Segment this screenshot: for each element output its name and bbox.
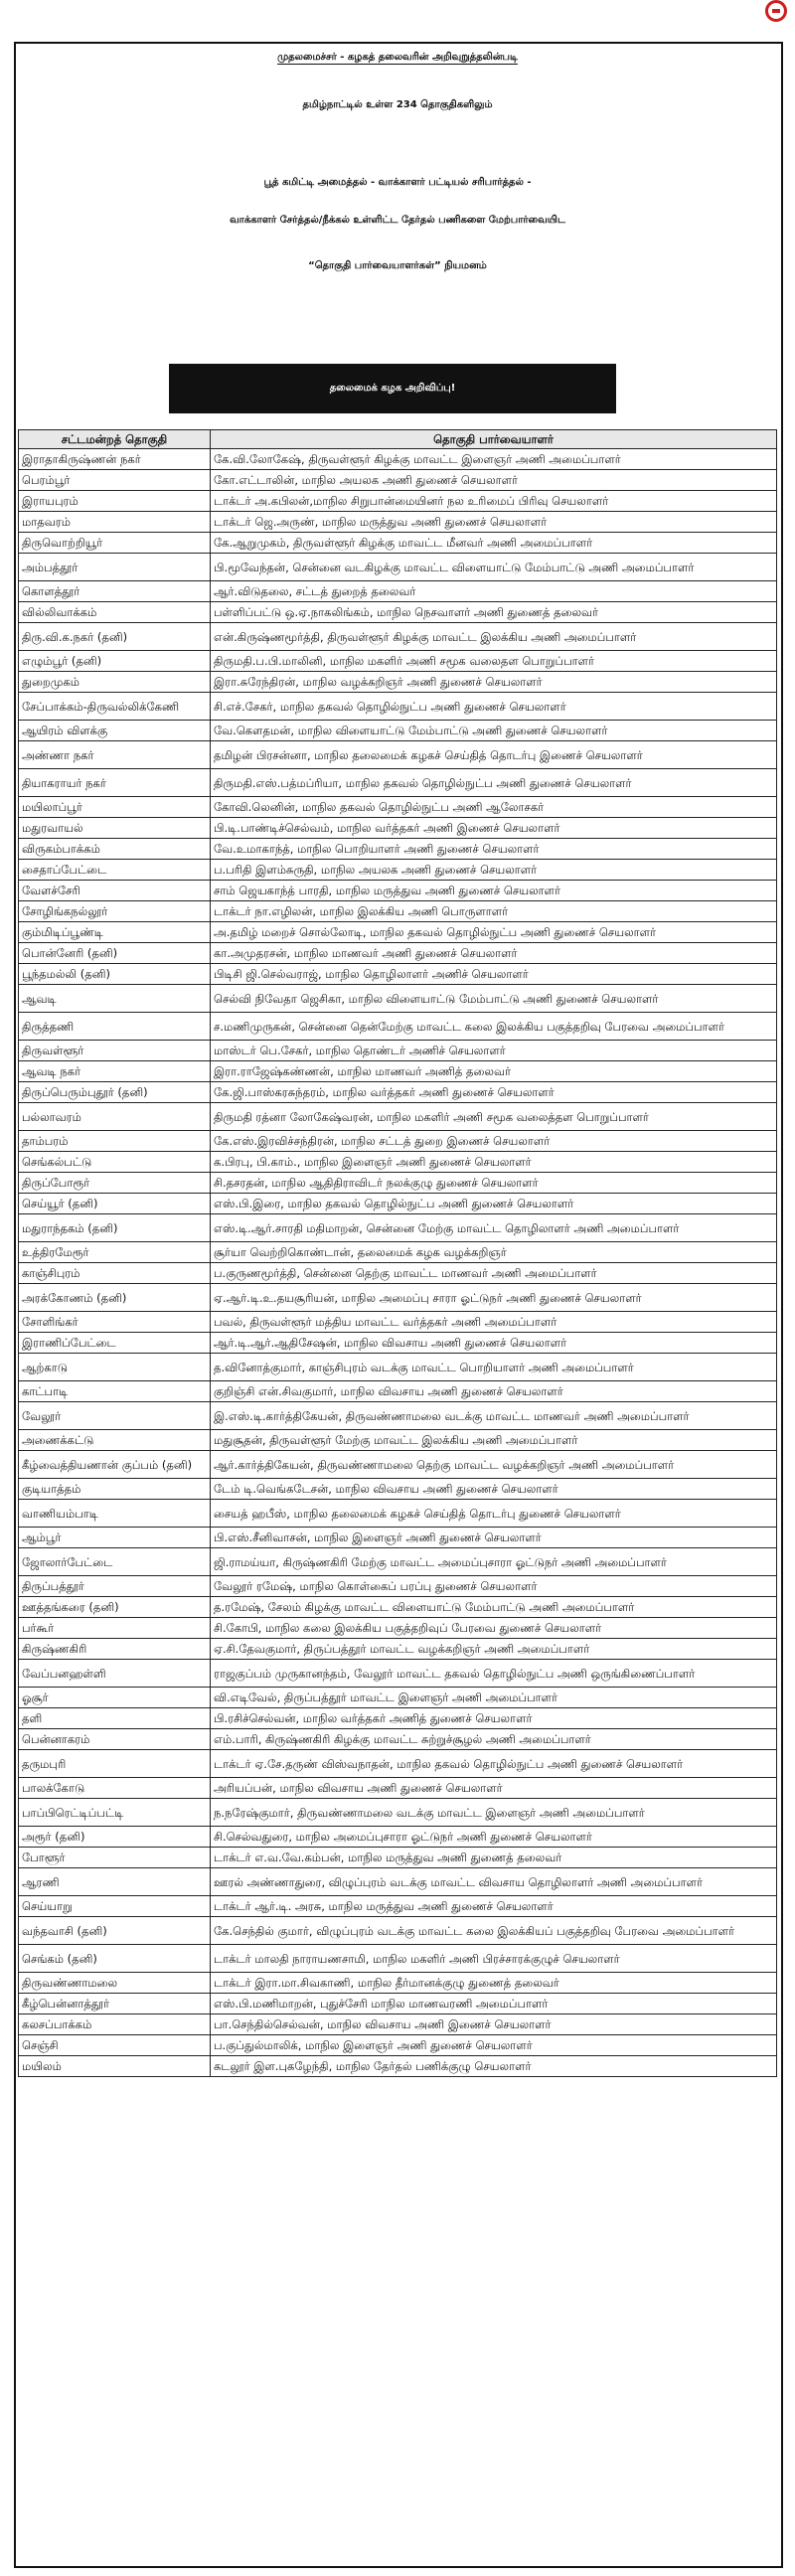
observer-cell: கோவி.லெனின், மாநில தகவல் தொழில்நுட்ப அணி ஆலோசகர்: [211, 797, 777, 818]
constituency-cell: பெரம்பூர்: [19, 470, 211, 491]
table-row: [19, 1194, 777, 1214]
constituency-cell: ஓசூர்: [19, 1688, 211, 1708]
table-row: [19, 1917, 777, 1945]
header-line-5: “தொகுதி பார்வையாளர்கள்” நியமனம்: [308, 260, 487, 271]
table-row: [19, 470, 777, 491]
observer-cell: ஏ.சி.தேவகுமார், திருப்பத்தூர் மாவட்ட வழக்கறிஞர் அணி அமைப்பாளர்: [211, 1639, 777, 1660]
observer-cell: இ.எஸ்.டி.கார்த்திகேயன், திருவண்ணாமலை வடக்கு மாவட்ட மாணவர் அணி அமைப்பாளர்: [211, 1402, 777, 1430]
table-row: [19, 1994, 777, 2014]
observer-cell: டாக்டர் ஆர்.டி. அரசு, மாநில மருத்துவ அணி துணைச் செயலாளர்: [211, 1896, 777, 1917]
constituency-cell: கொளத்தூர்: [19, 581, 211, 602]
constituency-cell: பல்லாவரம்: [19, 1103, 211, 1131]
table-row: [19, 860, 777, 881]
observer-cell: திருமதி ரத்னா லோகேஷ்வரன், மாநில மகளிர் அணி சமூக வலைத்தள பொறுப்பாளர்: [211, 1103, 777, 1131]
table-row: [19, 818, 777, 839]
table-row: [19, 1061, 777, 1082]
constituency-cell: குடியாத்தம்: [19, 1479, 211, 1500]
constituency-cell: ஜோலார்பேட்டை: [19, 1548, 211, 1576]
observer-cell: டாக்டர் நா.எழிலன், மாநில இலக்கிய அணி பொருளாளர்: [211, 901, 777, 922]
observer-cell: டாக்டர் எ.வ.வே.கம்பன், மாநில மருத்துவ அணி துணைத் தலைவர்: [211, 1848, 777, 1868]
constituency-cell: மதுரவாயல்: [19, 818, 211, 839]
observer-cell: குறிஞ்சி என்.சிவகுமார், மாநில விவசாய அணி துணைச் செயலாளர்: [211, 1381, 777, 1402]
announcement-banner: தலைமைக் கழக அறிவிப்பு!: [169, 364, 616, 413]
observer-cell: ஜி.ராமய்யா, கிருஷ்ணகிரி மேற்கு மாவட்ட அமைப்புசாரா ஓட்டுநர் அணி அமைப்பாளர்: [211, 1548, 777, 1576]
observer-cell: டேம் டி.வெங்கடேசன், மாநில விவசாய அணி துணைச் செயலாளர்: [211, 1479, 777, 1500]
table-row: [19, 1013, 777, 1041]
constituency-cell: உத்திரமேரூர்: [19, 1242, 211, 1263]
table-row: [19, 964, 777, 985]
table-row: [19, 1312, 777, 1333]
observer-cell: ப.பரிதி இளம்சுருதி, மாநில அயலக அணி துணைச் செயலாளர்: [211, 860, 777, 881]
constituency-cell: சேப்பாக்கம்-திருவல்லிக்கேணி: [19, 693, 211, 721]
constituency-cell: அண்ணா நகர்: [19, 741, 211, 769]
observer-cell: என்.கிருஷ்ணமூர்த்தி, திருவள்ளூர் கிழக்கு மாவட்ட இலக்கிய அணி அமைப்பாளர்: [211, 623, 777, 651]
constituency-cell: மாதவரம்: [19, 512, 211, 533]
observer-cell: கடலூர் இள.புகழேந்தி, மாநில தேர்தல் பணிக்குழு செயலாளர்: [211, 2056, 777, 2077]
constituency-cell: செங்கல்பட்டு: [19, 1152, 211, 1173]
table-row: [19, 1708, 777, 1729]
header-line-1: முதலமைச்சர் - கழகத் தலைவரின் அறிவுறுத்தலின்படி: [277, 52, 518, 63]
table-row: [19, 1242, 777, 1263]
table-row: [19, 1868, 777, 1896]
table-row: [19, 1082, 777, 1103]
constituency-cell: திருப்பெரும்புதூர் (தனி): [19, 1082, 211, 1103]
observer-cell: எஸ்.பி.மணிமாறன், புதுச்சேரி மாநில மாணவரணி அமைப்பாளர்: [211, 1994, 777, 2014]
table-row: [19, 985, 777, 1013]
constituency-cell: ஊத்தங்கரை (தனி): [19, 1597, 211, 1618]
observer-cell: ஊரல் அண்ணாதுரை, விழுப்புரம் வடக்கு மாவட்ட விவசாய தொழிலாளர் அணி அமைப்பாளர்: [211, 1868, 777, 1896]
table-row: [19, 1548, 777, 1576]
constituency-cell: திருவண்ணாமலை: [19, 1973, 211, 1994]
table-row: [19, 651, 777, 672]
constituency-cell: கீழ்பென்னாத்தூர்: [19, 1994, 211, 2014]
table-row: [19, 1639, 777, 1660]
table-row: [19, 1173, 777, 1194]
constituency-cell: திருப்போரூர்: [19, 1173, 211, 1194]
table-row: [19, 1618, 777, 1639]
table-row: [19, 1576, 777, 1597]
observer-cell: எஸ்.பி.இரை, மாநில தகவல் தொழில்நுட்ப அணி துணைச் செயலாளர்: [211, 1194, 777, 1214]
constituency-cell: தாம்பரம்: [19, 1131, 211, 1152]
observer-cell: கே.ஜி.பாஸ்கரசுந்தரம், மாநில வர்த்தகர் அணி துணைச் செயலாளர்: [211, 1082, 777, 1103]
constituency-cell: தருமபுரி: [19, 1750, 211, 1778]
observer-cell: பி.மூவேந்தன், சென்னை வடகிழக்கு மாவட்ட விளையாட்டு மேம்பாட்டு அணி அமைப்பாளர்: [211, 554, 777, 581]
party-logo-icon: [765, 0, 787, 22]
constituency-cell: ஆவடி நகர்: [19, 1061, 211, 1082]
observer-cell: பி.டி.பாண்டிச்செல்வம், மாநில வர்த்தகர் அணி இணைச் செயலாளர்: [211, 818, 777, 839]
table-row: [19, 1500, 777, 1528]
observer-cell: வே.உமாகாந்த், மாநில பொறியாளர் அணி துணைச் செயலாளர்: [211, 839, 777, 860]
observer-cell: எம்.பாரி, கிருஷ்ணகிரி கிழக்கு மாவட்ட சுற்றுச்சூழல் அணி அமைப்பாளர்: [211, 1729, 777, 1750]
table-row: [19, 512, 777, 533]
constituency-cell: இராணிப்பேட்டை: [19, 1333, 211, 1354]
table-row: [19, 1729, 777, 1750]
constituency-cell: பொன்னேரி (தனி): [19, 943, 211, 964]
constituency-cell: வேளச்சேரி: [19, 881, 211, 901]
observer-cell: த.ரமேஷ், சேலம் கிழக்கு மாவட்ட விளையாட்டு மேம்பாட்டு அணி அமைப்பாளர்: [211, 1597, 777, 1618]
table-row: [19, 1214, 777, 1242]
observer-cell: மதுசூதன், திருவள்ளூர் மேற்கு மாவட்ட இலக்கிய அணி அமைப்பாளர்: [211, 1430, 777, 1451]
observer-cell: பிடிசி ஜி.செல்வராஜ், மாநில தொழிலாளர் அணிச் செயலாளர்: [211, 964, 777, 985]
observer-cell: சி.எச்.சேகர், மாநில தகவல் தொழில்நுட்ப அணி துணைச் செயலாளர்: [211, 693, 777, 721]
constituency-cell: செய்யூர் (தனி): [19, 1194, 211, 1214]
constituency-cell: ஆவடி: [19, 985, 211, 1013]
constituency-cell: அணைக்கட்டு: [19, 1430, 211, 1451]
constituency-cell: இராயபுரம்: [19, 491, 211, 512]
table-row: [19, 943, 777, 964]
constituency-cell: வேலூர்: [19, 1402, 211, 1430]
column-header-observer: தொகுதி பார்வையாளர்: [211, 430, 777, 449]
constituency-cell: காட்பாடி: [19, 1381, 211, 1402]
observer-cell: கா.அமுதரசன், மாநில மாணவர் அணி துணைச் செயலாளர்: [211, 943, 777, 964]
observer-cell: பி.ரசிச்செல்வன், மாநில வர்த்தகர் அணித் துணைச் செயலாளர்: [211, 1708, 777, 1729]
observer-cell: சி.கோபி, மாநில கலை இலக்கிய பகுத்தறிவுப் பேரவை துணைச் செயலாளர்: [211, 1618, 777, 1639]
constituency-cell: தளி: [19, 1708, 211, 1729]
table-row: [19, 602, 777, 623]
table-row: [19, 797, 777, 818]
observer-cell: டாக்டர் ஏ.சே.தருண் விஸ்வநாதன், மாநில தகவல் தொழில்நுட்ப அணி துணைச் செயலாளர்: [211, 1750, 777, 1778]
constituency-cell: கிருஷ்ணகிரி: [19, 1639, 211, 1660]
observer-cell: சி.தசரதன், மாநில ஆதிதிராவிடர் நலக்குழு துணைச் செயலாளர்: [211, 1173, 777, 1194]
table-row: [19, 769, 777, 797]
table-row: [19, 901, 777, 922]
table-row: [19, 721, 777, 741]
constituency-cell: செஞ்சி: [19, 2035, 211, 2056]
constituency-cell: போளூர்: [19, 1848, 211, 1868]
constituency-cell: செங்கம் (தனி): [19, 1945, 211, 1973]
table-row: [19, 533, 777, 554]
constituency-cell: எழும்பூர் (தனி): [19, 651, 211, 672]
table-row: [19, 881, 777, 901]
table-row: [19, 1660, 777, 1688]
constituency-cell: சைதாப்பேட்டை: [19, 860, 211, 881]
observer-cell: க.பிரபு, பி.காம்., மாநில இளைஞர் அணி துணைச் செயலாளர்: [211, 1152, 777, 1173]
constituency-cell: பாலக்கோடு: [19, 1778, 211, 1799]
table-row: [19, 1750, 777, 1778]
table-row: [19, 1430, 777, 1451]
constituency-cell: மதுராந்தகம் (தனி): [19, 1214, 211, 1242]
observer-cell: மாஸ்டர் பெ.சேகர், மாநில தொண்டர் அணிச் செயலாளர்: [211, 1041, 777, 1061]
constituency-cell: சோழிங்கநல்லூர்: [19, 901, 211, 922]
constituency-cell: ஆரணி: [19, 1868, 211, 1896]
table-row: [19, 1152, 777, 1173]
observer-cell: த.வினோத்குமார், காஞ்சிபுரம் வடக்கு மாவட்ட பொறியாளர் அணி அமைப்பாளர்: [211, 1354, 777, 1381]
observers-table: [18, 429, 777, 2077]
table-row: [19, 581, 777, 602]
table-row: [19, 1799, 777, 1827]
table-row: [19, 1827, 777, 1848]
table-row: [19, 922, 777, 943]
header-line-3: பூத் கமிட்டி அமைத்தல் - வாக்காளர் பட்டியல் சரிபார்த்தல் -: [263, 177, 532, 188]
observer-cell: ராஜகுப்பம் முருகானந்தம், வேலூர் மாவட்ட தகவல் தொழில்நுட்ப அணி ஒருங்கிணைப்பாளர்: [211, 1660, 777, 1688]
table-row: [19, 1688, 777, 1708]
column-header-constituency: சட்டமன்றத் தொகுதி: [19, 430, 211, 449]
constituency-cell: ஆம்பூர்: [19, 1528, 211, 1548]
observer-cell: இரா.சுரேந்திரன், மாநில வழக்கறிஞர் அணி துணைச் செயலாளர்: [211, 672, 777, 693]
constituency-cell: பாப்பிரெட்டிப்பட்டி: [19, 1799, 211, 1827]
observer-cell: பள்ளிப்பட்டு ஒ.ஏ.நாகலிங்கம், மாநில நெசவாளர் அணி துணைத் தலைவர்: [211, 602, 777, 623]
constituency-cell: பென்னாகரம்: [19, 1729, 211, 1750]
observer-cell: ஏ.ஆர்.டி.உ.தயசூரியன், மாநில அமைப்பு சாரா ஓட்டுநர் அணி துணைச் செயலாளர்: [211, 1284, 777, 1312]
constituency-cell: ஆற்காடு: [19, 1354, 211, 1381]
table-row: [19, 1263, 777, 1284]
observer-cell: வே.கௌதமன், மாநில விளையாட்டு மேம்பாட்டு அணி துணைச் செயலாளர்: [211, 721, 777, 741]
observer-cell: திருமதி.எஸ்.பத்மப்ரியா, மாநில தகவல் தொழில்நுட்ப அணி துணைச் செயலாளர்: [211, 769, 777, 797]
table-row: [19, 1451, 777, 1479]
table-row: [19, 1402, 777, 1430]
observer-cell: இரா.ராஜேஷ்கண்ணன், மாநில மாணவர் அணித் தலைவர்: [211, 1061, 777, 1082]
table-row: [19, 693, 777, 721]
observer-cell: சி.செல்வதுரை, மாநில அமைப்புசாரா ஓட்டுநர் அணி துணைச் செயலாளர்: [211, 1827, 777, 1848]
top-bar: [0, 0, 795, 22]
observer-cell: பா.செந்தில்செல்வன், மாநில விவசாய அணி இணைச் செயலாளர்: [211, 2014, 777, 2035]
constituency-cell: பூந்தமல்லி (தனி): [19, 964, 211, 985]
observer-cell: சாம் ஜெயகாந்த் பாரதி, மாநில மருத்துவ அணி துணைச் செயலாளர்: [211, 881, 777, 901]
observer-cell: டாக்டர் மாலதி நாராயணசாமி, மாநில மகளிர் அணி பிரச்சாரக்குழுச் செயலாளர்: [211, 1945, 777, 1973]
observer-cell: செல்வி நிவேதா ஜெசிகா, மாநில விளையாட்டு மேம்பாட்டு அணி துணைச் செயலாளர்: [211, 985, 777, 1013]
constituency-cell: மயிலம்: [19, 2056, 211, 2077]
observer-cell: கோ.எட்டாலின், மாநில அயலக அணி துணைச் செயலாளர்: [211, 470, 777, 491]
constituency-cell: வந்தவாசி (தனி): [19, 1917, 211, 1945]
constituency-cell: கும்மிடிப்பூண்டி: [19, 922, 211, 943]
constituency-cell: திரு.வி.க.நகர் (தனி): [19, 623, 211, 651]
observer-cell: டாக்டர் ஜெ.அருண், மாநில மருத்துவ அணி துணைச் செயலாளர்: [211, 512, 777, 533]
table-row: [19, 1103, 777, 1131]
table-row: [19, 741, 777, 769]
constituency-cell: வேப்பனஹள்ளி: [19, 1660, 211, 1688]
constituency-cell: காஞ்சிபுரம்: [19, 1263, 211, 1284]
observer-cell: வேலூர் ரமேஷ், மாநில கொள்கைப் பரப்பு துணைச் செயலாளர்: [211, 1576, 777, 1597]
constituency-cell: கலசப்பாக்கம்: [19, 2014, 211, 2035]
constituency-cell: விருகம்பாக்கம்: [19, 839, 211, 860]
table-row: [19, 449, 777, 470]
constituency-cell: ஆயிரம் விளக்கு: [19, 721, 211, 741]
observer-cell: கே.வி.லோகேஷ், திருவள்ளூர் கிழக்கு மாவட்ட இளைஞர் அணி அமைப்பாளர்: [211, 449, 777, 470]
observer-cell: டாக்டர் இரா.மா.சிவகாணி, மாநில தீர்மானக்குழு துணைத் தலைவர்: [211, 1973, 777, 1994]
header-line-2: தமிழ்நாட்டில் உள்ள 234 தொகுதிகளிலும்: [302, 99, 493, 110]
table-row: [19, 491, 777, 512]
table-row: [19, 1945, 777, 1973]
observer-cell: கே.செந்தில் குமார், விழுப்புரம் வடக்கு மாவட்ட கலை இலக்கியப் பகுத்தறிவு பேரவை அமைப்பாளர்: [211, 1917, 777, 1945]
observer-cell: அரியப்பன், மாநில விவசாய அணி துணைச் செயலாளர்: [211, 1778, 777, 1799]
observer-cell: கே.ஆறுமுகம், திருவள்ளூர் கிழக்கு மாவட்ட மீனவர் அணி அமைப்பாளர்: [211, 533, 777, 554]
constituency-cell: தியாகராயர் நகர்: [19, 769, 211, 797]
table-row: [19, 1284, 777, 1312]
observer-cell: ச.மணிமுருகன், சென்னை தென்மேற்கு மாவட்ட கலை இலக்கிய பகுத்தறிவு பேரவை அமைப்பாளர்: [211, 1013, 777, 1041]
constituency-cell: திருப்பத்தூர்: [19, 1576, 211, 1597]
table-row: [19, 2056, 777, 2077]
constituency-cell: திருத்தணி: [19, 1013, 211, 1041]
table-row: [19, 672, 777, 693]
table-row: [19, 1597, 777, 1618]
constituency-cell: இராதாகிருஷ்ணன் நகர்: [19, 449, 211, 470]
table-row: [19, 1381, 777, 1402]
constituency-cell: துறைமுகம்: [19, 672, 211, 693]
table-row: [19, 623, 777, 651]
observer-cell: கே.எஸ்.இரவிச்சந்திரன், மாநில சட்டத் துறை இணைச் செயலாளர்: [211, 1131, 777, 1152]
observer-cell: சையத் ஹபீஸ், மாநில தலைமைக் கழகச் செய்தித் தொடர்பு துணைச் செயலாளர்: [211, 1500, 777, 1528]
constituency-cell: பர்கூர்: [19, 1618, 211, 1639]
observer-cell: தமிழன் பிரசன்னா, மாநில தலைமைக் கழகச் செய்தித் தொடர்பு இணைச் செயலாளர்: [211, 741, 777, 769]
header-line-4: வாக்காளர் சேர்த்தல்/நீக்கல் உள்ளிட்ட தேர்தல் பணிகளை மேற்பார்வையிட: [230, 215, 565, 226]
table-row: [19, 839, 777, 860]
constituency-cell: அரக்கோணம் (தனி): [19, 1284, 211, 1312]
observer-cell: ஆர்.விடுதலை, சட்டத் துறைத் தலைவர்: [211, 581, 777, 602]
observer-cell: வி.எடிவேல், திருப்பத்தூர் மாவட்ட இளைஞர் அணி அமைப்பாளர்: [211, 1688, 777, 1708]
table-row: [19, 1848, 777, 1868]
constituency-cell: திருவொற்றியூர்: [19, 533, 211, 554]
constituency-cell: திருவள்ளூர்: [19, 1041, 211, 1061]
table-row: [19, 1333, 777, 1354]
observer-cell: ந.நரேஷ்குமார், திருவண்ணாமலை வடக்கு மாவட்ட இளைஞர் அணி அமைப்பாளர்: [211, 1799, 777, 1827]
constituency-cell: அரூர் (தனி): [19, 1827, 211, 1848]
constituency-cell: வாணியம்பாடி: [19, 1500, 211, 1528]
table-row: [19, 1131, 777, 1152]
table-row: [19, 1973, 777, 1994]
observer-cell: ஆர்.டி.ஆர்.ஆதிசேஷன், மாநில விவசாய அணி துணைச் செயலாளர்: [211, 1333, 777, 1354]
table-row: [19, 1896, 777, 1917]
observer-cell: பவல், திருவள்ளூர் மத்திய மாவட்ட வர்த்தகர் அணி அமைப்பாளர்: [211, 1312, 777, 1333]
observer-cell: எஸ்.டி.ஆர்.சாரதி மதிமாறன், சென்னை மேற்கு மாவட்ட தொழிலாளர் அணி அமைப்பாளர்: [211, 1214, 777, 1242]
observer-cell: சூர்யா வெற்றிகொண்டான், தலைமைக் கழக வழக்கறிஞர்: [211, 1242, 777, 1263]
constituency-cell: அம்பத்தூர்: [19, 554, 211, 581]
table-header-row: [19, 430, 777, 449]
observer-cell: ஆர்.கார்த்திகேயன், திருவண்ணாமலை தெற்கு மாவட்ட வழக்கறிஞர் அணி அமைப்பாளர்: [211, 1451, 777, 1479]
table-row: [19, 1041, 777, 1061]
constituency-cell: செய்யாறு: [19, 1896, 211, 1917]
observer-cell: டாக்டர் அ.கபிலன்,மாநில சிறுபான்மையினர் நல உரிமைப் பிரிவு செயலாளர்: [211, 491, 777, 512]
table-row: [19, 2035, 777, 2056]
observer-cell: அ.தமிழ் மறைச் சொல்லோடி, மாநில தகவல் தொழில்நுட்ப அணி துணைச் செயலாளர்: [211, 922, 777, 943]
observer-cell: ப.குருணமூர்த்தி, சென்னை தெற்கு மாவட்ட மாணவர் அணி அமைப்பாளர்: [211, 1263, 777, 1284]
observer-cell: ப.குப்துல்மாலிக், மாநில இளைஞர் அணி துணைச் செயலாளர்: [211, 2035, 777, 2056]
table-row: [19, 1479, 777, 1500]
table-row: [19, 554, 777, 581]
observer-cell: பி.எஸ்.சீனிவாசன், மாநில இளைஞர் அணி துணைச் செயலாளர்: [211, 1528, 777, 1548]
observer-cell: திருமதி.ப.பி.மாலினி, மாநில மகளிர் அணி சமூக வலைதள பொறுப்பாளர்: [211, 651, 777, 672]
table-body: [19, 449, 777, 2077]
table-row: [19, 1354, 777, 1381]
table-row: [19, 1778, 777, 1799]
constituency-cell: கீழ்வைத்தியணான் குப்பம் (தனி): [19, 1451, 211, 1479]
constituency-cell: சோளிங்கர்: [19, 1312, 211, 1333]
constituency-cell: வில்லிவாக்கம்: [19, 602, 211, 623]
table-row: [19, 1528, 777, 1548]
constituency-cell: மயிலாப்பூர்: [19, 797, 211, 818]
table-row: [19, 2014, 777, 2035]
